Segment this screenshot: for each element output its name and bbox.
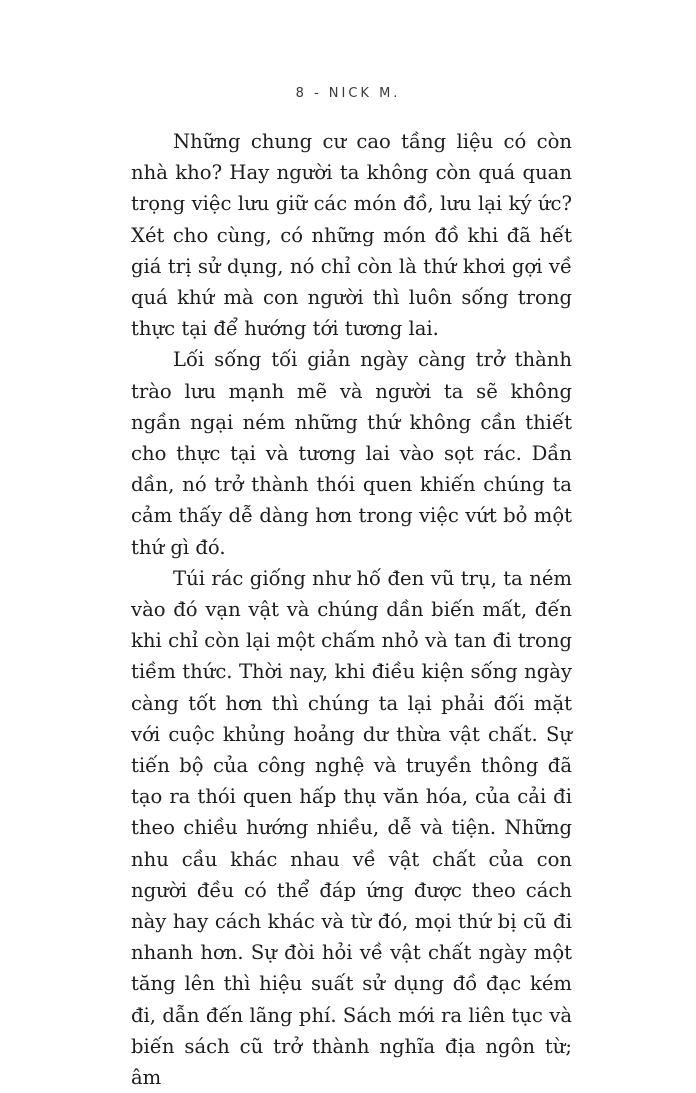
paragraph-3: Túi rác giống như hố đen vũ trụ, ta ném vào đó vạn vật và chúng dần biến mất, đến khi chỉ còn lại một chấm nhỏ và tan đi trong tiềm thức. Thời nay, khi điều kiện sống ngày càng tốt hơn thì chúng ta lại phải đối mặt với cuộc khủng hoảng dư thừa vật chất. Sự tiến bộ của công nghệ và truyền thông đã tạo ra thói quen hấp thụ văn hóa, của cải đi theo chiều hướng nhiều, dễ và tiện. Những nhu cầu khác nhau về vật chất của con người đều có thể đáp ứng được theo cách này hay cách khác và từ đó, mọi thứ bị cũ đi nhanh hơn. Sự đòi hỏi về vật chất ngày một tăng lên thì hiệu suất sử dụng đồ đạc kém đi, dẫn đến lãng phí. Sách mới ra liên tục và biến sách cũ trở thành nghĩa địa ngôn từ; âm	[131, 566, 572, 1090]
body-text	[131, 126, 572, 1093]
paragraph-2: Lối sống tối giản ngày càng trở thành trào lưu mạnh mẽ và người ta sẽ không ngần ngại ném những thứ không cần thiết cho thực tại và tương lai vào sọt rác. Dần dần, nó trở thành thói quen khiến chúng ta cảm thấy dễ dàng hơn trong việc vứt bỏ một thứ gì đó.	[131, 348, 572, 559]
paragraph-1: Những chung cư cao tầng liệu có còn nhà kho? Hay người ta không còn quá quan trọng việc lưu giữ các món đồ, lưu lại ký ức? Xét cho cùng, có những món đồ khi đã hết giá trị sử dụng, nó chỉ còn là thứ khơi gợi về quá khứ mà con người thì luôn sống trong thực tại để hướng tới tương lai.	[131, 130, 572, 341]
running-header: 8 - NICK M.	[295, 86, 401, 101]
